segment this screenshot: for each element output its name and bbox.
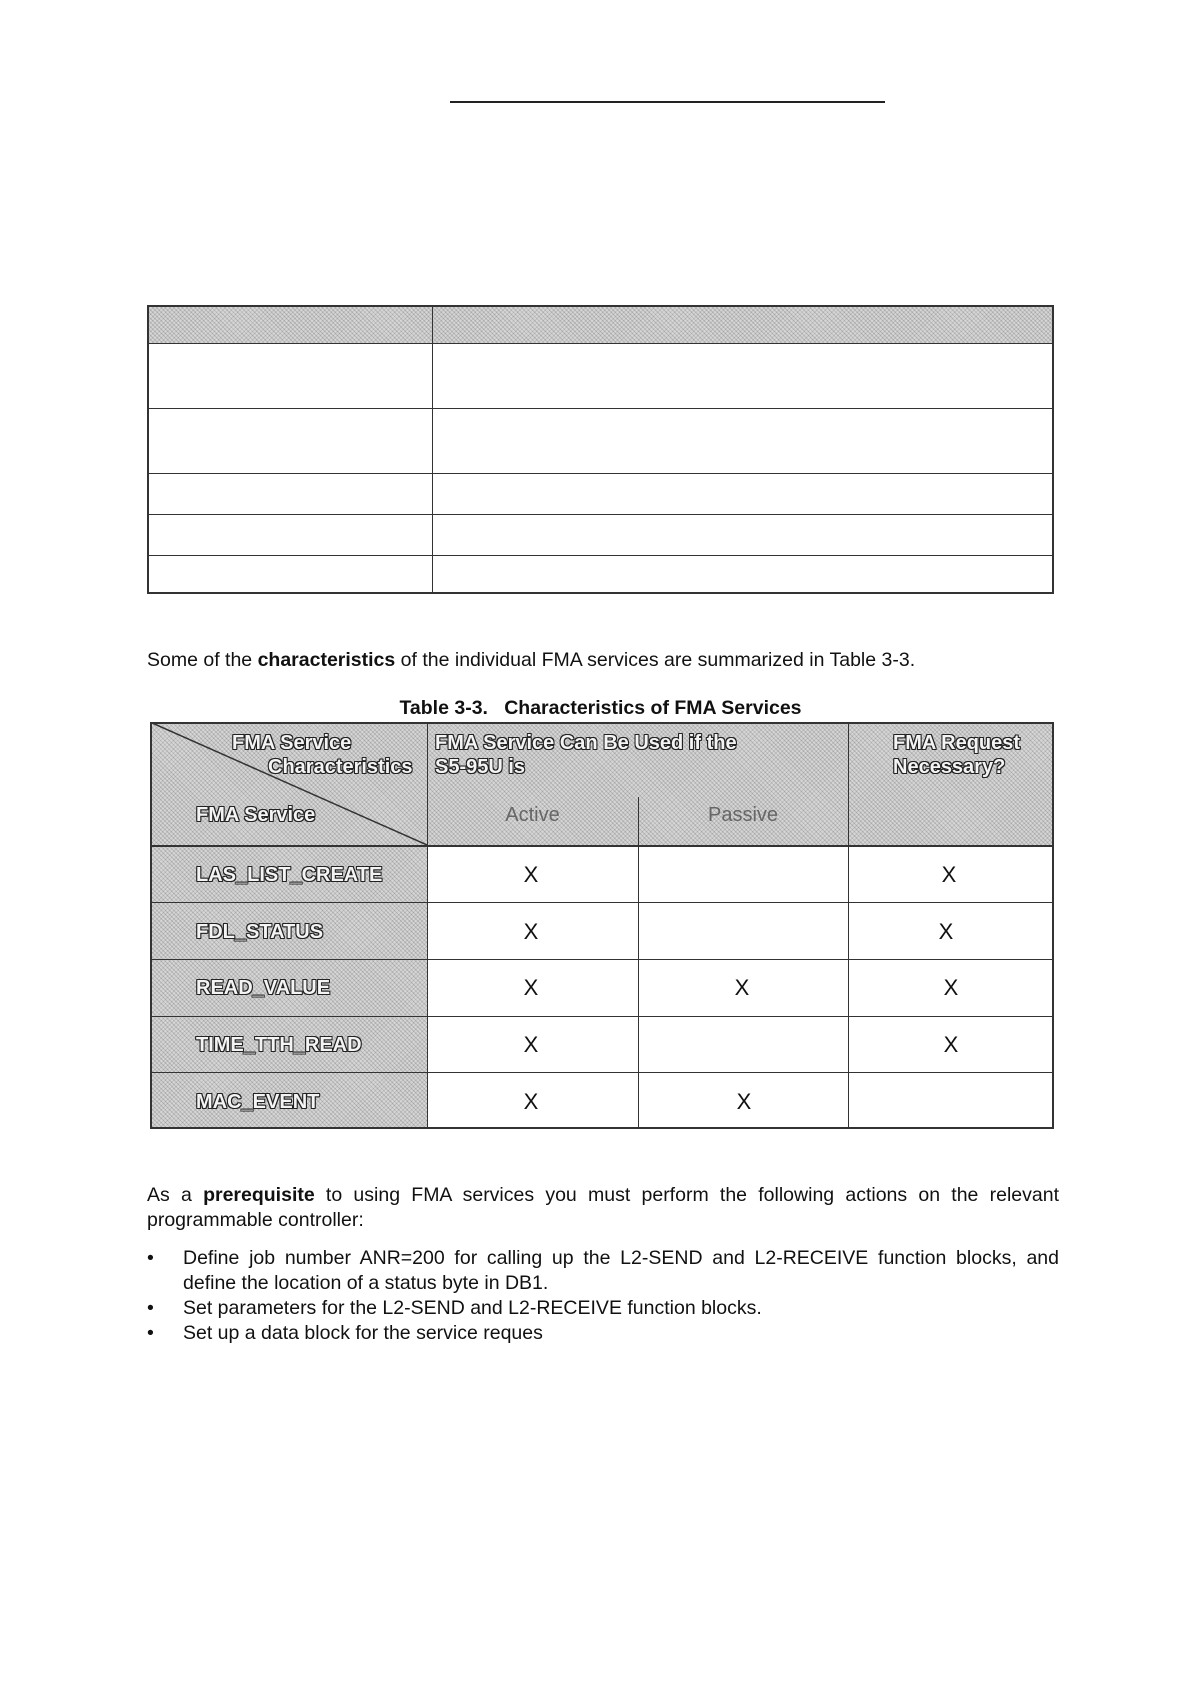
corner-top-line1: FMA Service [232, 732, 352, 754]
intro-bold: characteristics [257, 649, 396, 671]
row-name: LAS_LIST_CREATE [196, 864, 383, 886]
corner-bottom: FMA Service [196, 804, 316, 826]
request-mark: X [943, 1032, 959, 1057]
active-mark: X [523, 975, 539, 1000]
row-name: TIME_TTH_READ [196, 1034, 362, 1056]
active-mark: X [523, 1089, 539, 1114]
prereq-list [147, 1246, 1059, 1346]
top-table-row-line [149, 473, 1052, 474]
passive-mark: X [734, 975, 750, 1000]
col-passive: Passive [707, 804, 779, 826]
top-table [147, 305, 1054, 594]
row-name: READ_VALUE [196, 977, 331, 999]
col-active: Active [505, 804, 560, 826]
prereq-bold: prerequisite [203, 1184, 315, 1206]
active-mark: X [523, 919, 539, 944]
header-rule [450, 101, 885, 103]
top-table-row-line [149, 514, 1052, 515]
active-mark: X [523, 862, 539, 887]
top-table-header [149, 307, 1052, 343]
prereq-prefix: As a [147, 1184, 204, 1206]
col-divider [427, 722, 428, 1129]
top-table-divider [432, 307, 433, 592]
row-line [150, 1016, 1054, 1017]
active-mark: X [523, 1032, 539, 1057]
col-request-line2: Necessary? [893, 756, 1006, 778]
top-table-row-line [149, 343, 1052, 344]
request-mark: X [941, 862, 957, 887]
prereq-suffix: to using FMA services you must perform the following actions on the relevant programmable controller: [147, 1184, 1060, 1231]
col-request-line1: FMA Request [893, 732, 1021, 754]
col-group-line2: S5-95U is [435, 756, 526, 778]
corner-top-line2: Characteristics [268, 756, 413, 778]
col-group-line1: FMA Service Can Be Used if the [435, 732, 737, 754]
top-table-row-line [149, 408, 1052, 409]
intro-prefix: Some of the [147, 649, 258, 671]
passive-mark: X [736, 1089, 752, 1114]
request-mark: X [938, 919, 954, 944]
characteristics-table [150, 722, 1054, 1129]
table-caption: Table 3-3. Characteristics of FMA Services [399, 697, 802, 719]
intro-suffix: of the individual FMA services are summarized in Table 3-3. [395, 649, 916, 671]
row-name: MAC_EVENT [196, 1091, 320, 1113]
prereq-paragraph [147, 1183, 1059, 1233]
list-item: • Define job number ANR=200 for calling up the L2-SEND and L2-RECEIVE function blocks, and define the location of a status byte in DB1. [147, 1246, 1059, 1296]
col-divider [848, 722, 849, 1129]
header-bottom-line [150, 845, 1054, 847]
list-item: • Set up a data block for the service reques [147, 1321, 1059, 1346]
row-name: FDL_STATUS [196, 921, 324, 943]
row-line [150, 959, 1054, 960]
row-line [150, 902, 1054, 903]
request-mark: X [943, 975, 959, 1000]
top-table-row-line [149, 555, 1052, 556]
list-item: • Set parameters for the L2-SEND and L2-RECEIVE function blocks. [147, 1296, 1059, 1321]
row-line [150, 1072, 1054, 1073]
intro-paragraph [147, 648, 1059, 673]
